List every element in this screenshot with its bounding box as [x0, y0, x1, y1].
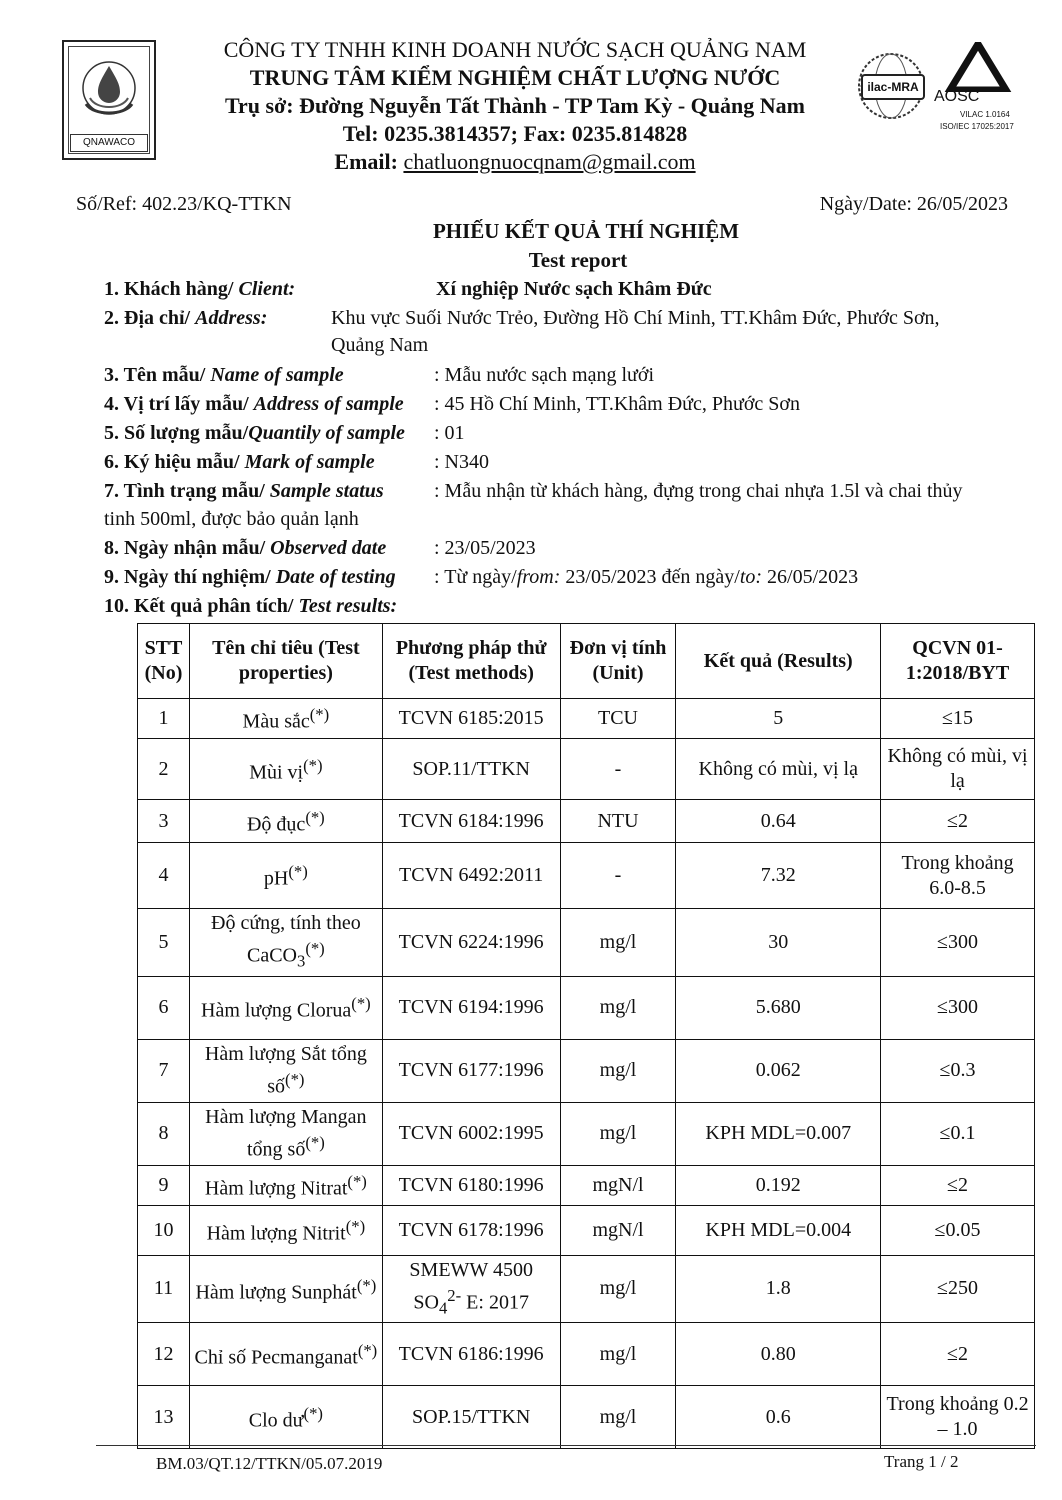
cell-standard: ≤0.3 [881, 1039, 1035, 1102]
address-label: 2. Địa chỉ/ Address: [104, 307, 268, 329]
footer-divider [96, 1445, 1036, 1446]
address-value-line2: Quảng Nam [331, 334, 429, 356]
sample-name-value: : Mẫu nước sạch mạng lưới [434, 364, 655, 386]
cell-method: TCVN 6186:1996 [382, 1323, 560, 1386]
table-row [138, 1386, 1035, 1449]
cell-method: TCVN 6185:2015 [382, 699, 560, 739]
quantity-label: 5. Số lượng mẫu/Quantily of sample [104, 422, 405, 444]
vilac-code: VILAC 1.0164 [960, 110, 1010, 119]
cell-property: Hàm lượng Nitrit(*) [189, 1205, 382, 1255]
reference-number: Số/Ref: 402.23/KQ-TTKN [76, 193, 292, 215]
cell-no: 8 [138, 1102, 190, 1165]
mark-label: 6. Ký hiệu mẫu/ Mark of sample [104, 451, 375, 473]
accredited-mark: (*) [347, 1171, 367, 1191]
form-code: BM.03/QT.12/TTKN/05.07.2019 [156, 1454, 383, 1473]
status-label: 7. Tình trạng mẫu/ Sample status [104, 480, 384, 502]
cell-standard: Trong khoảng 6.0-8.5 [881, 843, 1035, 909]
table-row [138, 1255, 1035, 1323]
email-label: Email: [334, 149, 404, 174]
cell-no: 13 [138, 1386, 190, 1449]
accredited-mark: (*) [303, 1403, 323, 1423]
cell-method: SMEWW 4500 $SO_4^{2-}$ E: 2017 [382, 1255, 560, 1323]
status-value-line2: tinh 500ml, được bảo quản lạnh [104, 508, 359, 530]
cell-result: 5 [676, 699, 881, 739]
mark-value: : N340 [434, 451, 489, 473]
status-value-line1: : Mẫu nhận từ khách hàng, đựng trong chai nhựa 1.5l và chai thủy [434, 480, 963, 502]
table-row [138, 800, 1035, 843]
table-row [138, 1205, 1035, 1255]
header-result: Kết quả (Results) [676, 624, 881, 699]
aosc-text: AOSC [934, 88, 980, 105]
cell-unit: mg/l [560, 909, 676, 977]
cell-standard: Không có mùi, vị lạ [881, 739, 1035, 800]
cell-no: 10 [138, 1205, 190, 1255]
cell-standard: ≤0.1 [881, 1102, 1035, 1165]
cell-no: 4 [138, 843, 190, 909]
cell-no: 6 [138, 976, 190, 1039]
cell-result: 5.680 [676, 976, 881, 1039]
water-drop-hands-icon [78, 54, 140, 126]
company-phone: Tel: 0235.3814357; Fax: 0235.814828 [342, 121, 688, 146]
table-row [138, 909, 1035, 977]
received-label: 8. Ngày nhận mẫu/ Observed date [104, 537, 387, 559]
table-row [138, 1102, 1035, 1165]
center-name: TRUNG TÂM KIỂM NGHIỆM CHẤT LƯỢNG NƯỚC [249, 65, 781, 90]
table-row [138, 1165, 1035, 1205]
accredited-mark: (*) [288, 862, 308, 882]
cell-result: 0.192 [676, 1165, 881, 1205]
cell-unit: mg/l [560, 1255, 676, 1323]
cell-result: 0.80 [676, 1323, 881, 1386]
table-row [138, 699, 1035, 739]
results-table [137, 623, 1035, 1449]
report-date: Ngày/Date: 26/05/2023 [819, 193, 1008, 215]
cell-property: pH(*) [189, 843, 382, 909]
accredited-mark: (*) [309, 705, 330, 725]
cell-method: TCVN 6184:1996 [382, 800, 560, 843]
cell-result: KPH MDL=0.004 [676, 1205, 881, 1255]
cell-property: Chỉ số Pecmanganat(*) [189, 1323, 382, 1386]
accredited-mark: (*) [356, 1275, 377, 1295]
iso-standard: ISO/IEC 17025:2017 [940, 122, 1014, 131]
client-value: Xí nghiệp Nước sạch Khâm Đức [436, 278, 712, 300]
received-value: : 23/05/2023 [434, 537, 536, 559]
cell-standard: ≤0.05 [881, 1205, 1035, 1255]
cell-result: 7.32 [676, 843, 881, 909]
cell-method: TCVN 6178:1996 [382, 1205, 560, 1255]
company-name: CÔNG TY TNHH KINH DOANH NƯỚC SẠCH QUẢNG NAM [223, 37, 807, 62]
cell-property: Hàm lượng Nitrat(*) [189, 1165, 382, 1205]
header-standard: QCVN 01-1:2018/BYT [881, 624, 1035, 699]
cell-property: Màu sắc(*) [189, 699, 382, 739]
cell-standard: ≤2 [881, 1165, 1035, 1205]
cell-unit: mg/l [560, 1386, 676, 1449]
accredited-mark: (*) [351, 994, 371, 1014]
report-subtitle: Test report [528, 248, 628, 272]
cell-property: Hàm lượng Clorua(*) [189, 976, 382, 1039]
cell-standard: ≤2 [881, 800, 1035, 843]
cell-standard: ≤250 [881, 1255, 1035, 1323]
cell-standard: Trong khoảng 0.2 – 1.0 [881, 1386, 1035, 1449]
cell-method: TCVN 6194:1996 [382, 976, 560, 1039]
testing-date-label: 9. Ngày thí nghiệm/ Date of testing [104, 566, 396, 588]
cell-method: TCVN 6492:2011 [382, 843, 560, 909]
cell-method: TCVN 6177:1996 [382, 1039, 560, 1102]
aosc-triangle-icon [930, 42, 1025, 92]
quantity-value: : 01 [434, 422, 465, 444]
cell-unit: TCU [560, 699, 676, 739]
ilac-mra-text: ilac-MRA [861, 74, 925, 100]
cell-method: TCVN 6224:1996 [382, 909, 560, 977]
table-row [138, 843, 1035, 909]
sample-location-value: : 45 Hồ Chí Minh, TT.Khâm Đức, Phước Sơn [434, 393, 800, 415]
cell-method: TCVN 6002:1995 [382, 1102, 560, 1165]
cell-result: 0.64 [676, 800, 881, 843]
header-property: Tên chỉ tiêu (Test properties) [189, 624, 382, 699]
email-link[interactable]: chatluongnuocqnam@gmail.com [403, 149, 696, 174]
header-unit: Đơn vị tính (Unit) [560, 624, 676, 699]
cell-unit: - [560, 843, 676, 909]
cell-property: Clo dư(*) [189, 1386, 382, 1449]
cell-standard: ≤2 [881, 1323, 1035, 1386]
cell-no: 11 [138, 1255, 190, 1323]
cell-unit: mg/l [560, 1102, 676, 1165]
table-row [138, 1323, 1035, 1386]
cell-standard: ≤300 [881, 976, 1035, 1039]
accredited-mark: (*) [357, 1340, 378, 1360]
company-email-line [165, 148, 865, 176]
cell-no: 2 [138, 739, 190, 800]
accredited-mark: (*) [305, 807, 325, 827]
cell-unit: mg/l [560, 1323, 676, 1386]
cell-property: Hàm lượng Mangan tổng số(*) [189, 1102, 382, 1165]
company-logo [62, 40, 156, 160]
cell-property: Độ đục(*) [189, 800, 382, 843]
header-method: Phương pháp thử (Test methods) [382, 624, 560, 699]
accredited-mark: (*) [345, 1216, 366, 1236]
cell-property: Hàm lượng Sunphát(*) [189, 1255, 382, 1323]
results-label: 10. Kết quả phân tích/ Test results: [104, 595, 398, 617]
logo-text: QNAWACO [70, 134, 148, 152]
cell-unit: mgN/l [560, 1205, 676, 1255]
company-header [165, 36, 865, 176]
cell-standard: ≤15 [881, 699, 1035, 739]
cell-method: SOP.11/TTKN [382, 739, 560, 800]
company-address: Trụ sở: Đường Nguyễn Tất Thành - TP Tam Kỳ - Quảng Nam [225, 93, 805, 118]
cell-result: 1.8 [676, 1255, 881, 1323]
table-row [138, 1039, 1035, 1102]
cell-result: 0.6 [676, 1386, 881, 1449]
cell-no: 7 [138, 1039, 190, 1102]
client-label: 1. Khách hàng/ Client: [104, 278, 296, 300]
cell-no: 3 [138, 800, 190, 843]
sample-name-label: 3. Tên mẫu/ Name of sample [104, 364, 344, 386]
cell-method: SOP.15/TTKN [382, 1386, 560, 1449]
accredited-mark: (*) [303, 755, 323, 775]
cell-no: 9 [138, 1165, 190, 1205]
cell-result: KPH MDL=0.007 [676, 1102, 881, 1165]
cell-no: 1 [138, 699, 190, 739]
cell-standard: ≤300 [881, 909, 1035, 977]
cell-no: 5 [138, 909, 190, 977]
cell-result: Không có mùi, vị lạ [676, 739, 881, 800]
sample-location-label: 4. Vị trí lấy mẫu/ Address of sample [104, 393, 404, 415]
cell-unit: mgN/l [560, 1165, 676, 1205]
cell-unit: - [560, 739, 676, 800]
ilac-mra-logo [855, 44, 927, 128]
testing-date-value: : Từ ngày/from: 23/05/2023 đến ngày/to: 26/05/2023 [434, 566, 859, 588]
address-value-line1: Khu vực Suối Nước Trẻo, Đường Hồ Chí Minh, TT.Khâm Đức, Phước Sơn, [331, 307, 940, 329]
table-row [138, 739, 1035, 800]
accredited-mark: (*) [305, 939, 325, 958]
report-title: PHIẾU KẾT QUẢ THÍ NGHIỆM [432, 219, 740, 243]
aosc-logo [930, 42, 1025, 137]
cell-result: 0.062 [676, 1039, 881, 1102]
cell-result: 30 [676, 909, 881, 977]
page-number: Trang 1 / 2 [884, 1452, 959, 1471]
cell-property: Độ cứng, tính theo CaCO$_3$(*) [189, 909, 382, 977]
cell-unit: NTU [560, 800, 676, 843]
cell-property: Hàm lượng Sắt tổng số(*) [189, 1039, 382, 1102]
table-header-row [138, 624, 1035, 699]
cell-method: TCVN 6180:1996 [382, 1165, 560, 1205]
cell-unit: mg/l [560, 1039, 676, 1102]
cell-property: Mùi vị(*) [189, 739, 382, 800]
cell-no: 12 [138, 1323, 190, 1386]
accredited-mark: (*) [305, 1132, 325, 1152]
header-no: STT (No) [138, 624, 190, 699]
table-row [138, 976, 1035, 1039]
accredited-mark: (*) [285, 1069, 305, 1089]
cell-unit: mg/l [560, 976, 676, 1039]
